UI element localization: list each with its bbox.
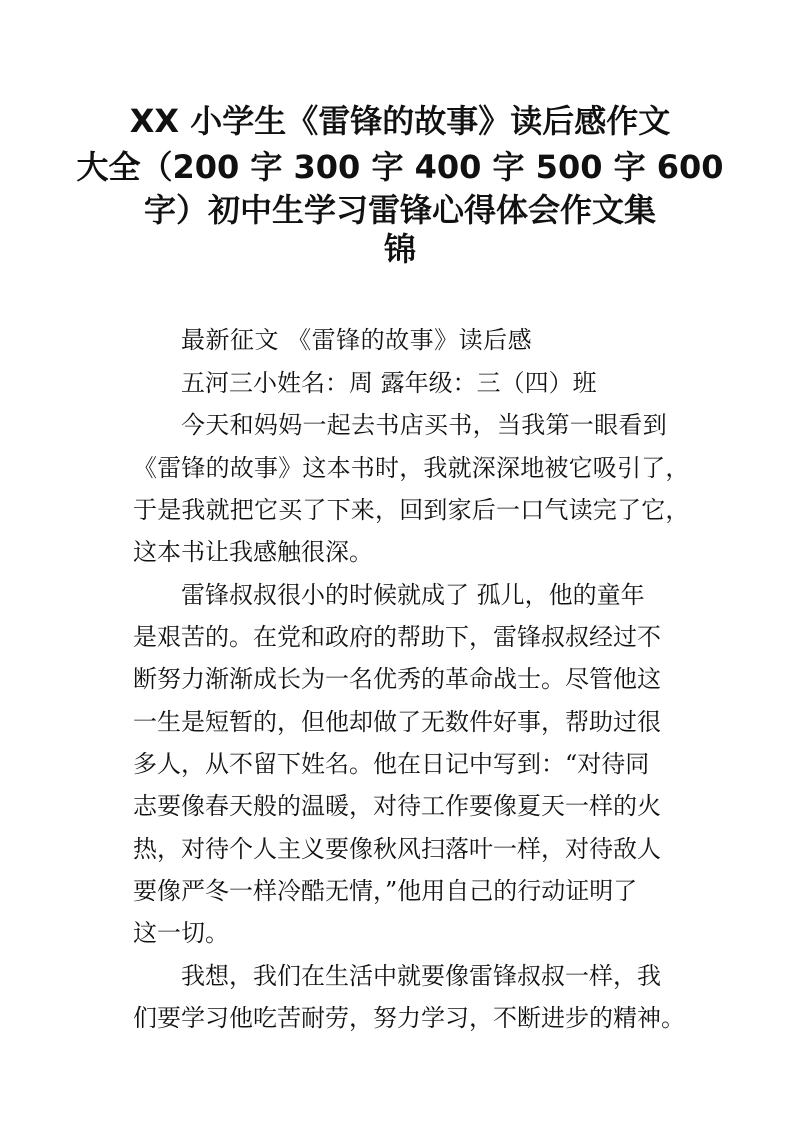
text-line: 雷锋叔叔很小的时候就成了 孤儿，他的童年 (181, 581, 645, 609)
text-line: 是艰苦的。在党和政府的帮助下，雷锋叔叔经过不 (133, 623, 661, 651)
title-line: 字）初中生学习雷锋心得体会作文集 (143, 191, 656, 229)
text-line: 断努力渐渐成长为一名优秀的革命战士。尽管他这 (133, 665, 661, 693)
text-line: 今天和妈妈一起去书店买书，当我第一眼看到 (181, 411, 667, 439)
title-line: 锦 (383, 230, 416, 268)
text-line: 一生是短暂的，但他却做了无数件好事，帮助过很 (133, 708, 661, 736)
text-line: 最新征文 《雷锋的故事》读后感 (181, 326, 533, 354)
text-line: 我想，我们在生活中就要像雷锋叔叔一样，我 (181, 962, 661, 990)
text-line: 这本书让我感触很深。 (133, 538, 373, 566)
text-line: 要像严冬一样冷酷无情，”他用自己的行动证明了 (133, 877, 638, 905)
text-line: 这一切。 (133, 919, 229, 947)
title-line: XX 小学生《雷锋的故事》读后感作文 (129, 102, 671, 140)
text-line: 们要学习他吃苦耐劳，努力学习，不断进步的精神。 (133, 1004, 685, 1032)
text-line: 《雷锋的故事》这本书时，我就深深地被它吸引了， (133, 454, 690, 482)
text-line: 于是我就把它买了下来，回到家后一口气读完了它， (133, 496, 690, 524)
text-line: 五河三小姓名：周 露年级：三（四）班 (181, 369, 597, 397)
title-line: 大全（200 字 300 字 400 字 500 字 600 (76, 148, 724, 186)
text-line: 热，对待个人主义要像秋风扫落叶一样，对待敌人 (133, 835, 661, 863)
text-line: 志要像春天般的温暖，对待工作要像夏天一样的火 (133, 792, 661, 820)
text-line: 多人，从不留下姓名。他在日记中写到：“对待同 (133, 750, 650, 778)
